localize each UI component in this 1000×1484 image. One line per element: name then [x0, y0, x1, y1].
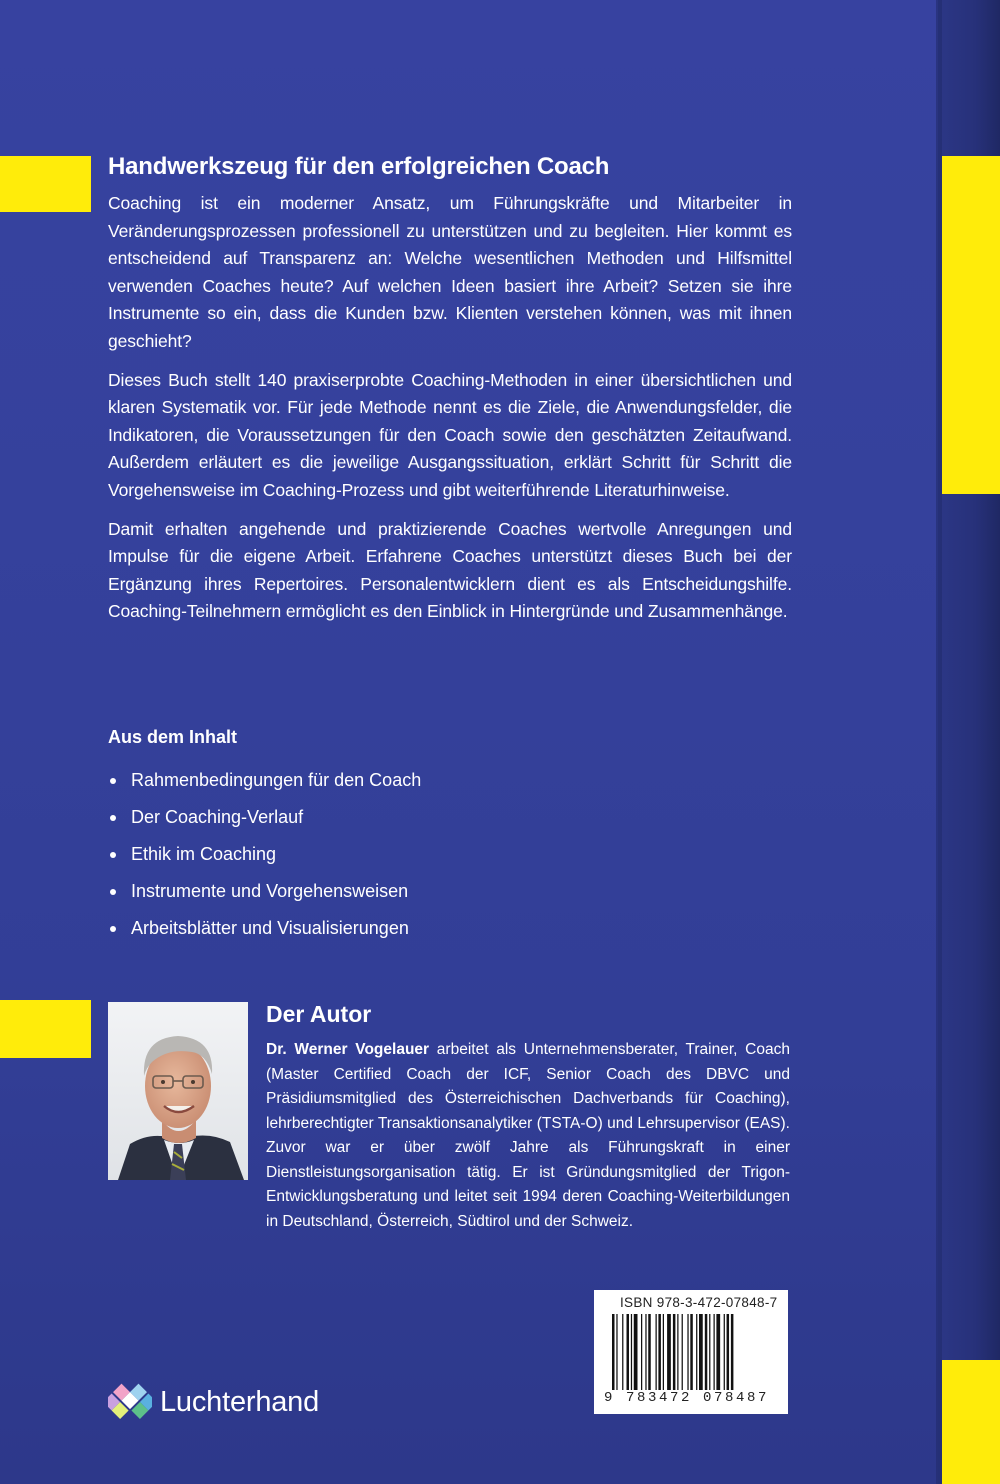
author-heading: Der Autor	[266, 1001, 372, 1027]
yellow-accent-bar	[0, 156, 91, 212]
contents-section	[108, 724, 421, 947]
isbn-digits: 9 783472 078487	[604, 1390, 770, 1406]
list-item: Der Coaching-Verlauf	[108, 799, 421, 836]
isbn-barcode	[594, 1290, 788, 1414]
author-photo	[108, 1002, 248, 1180]
yellow-spine-bar	[942, 1360, 1000, 1484]
yellow-accent-bar	[0, 1000, 91, 1058]
bullet-icon	[110, 926, 116, 932]
contents-heading: Aus dem Inhalt	[108, 727, 238, 747]
author-portrait-icon	[108, 1002, 248, 1180]
bullet-icon	[110, 852, 116, 858]
barcode-icon	[612, 1314, 770, 1392]
author-name: Dr. Werner Vogelauer	[266, 1041, 430, 1058]
list-item: Arbeitsblätter und Visualisierungen	[108, 910, 421, 947]
author-section	[266, 998, 790, 1234]
luchterhand-mosaic-icon	[108, 1380, 152, 1424]
blurb-paragraph: Coaching ist ein moderner Ansatz, um Führungskräfte und Mitarbeiter in Veränderungsprozessen professionell zu unterstützen und zu begleiten. Hier kommt es entscheidend auf Transparenz an: Welche wesentlichen Methoden und Hilfsmittel verwenden Coaches heute? Auf welchen Ideen basiert ihre Arbeit? Setzen sie ihre Instrumente so ein, dass die Kunden bzw. Klienten verstehen können, was mit ihnen geschieht?	[108, 193, 792, 351]
list-item: Rahmenbedingungen für den Coach	[108, 762, 421, 799]
list-item: Ethik im Coaching	[108, 836, 421, 873]
contents-list	[108, 762, 421, 947]
blurb-paragraph: Dieses Buch stellt 140 praxiserprobte Coaching-Methoden in einer übersichtlichen und klaren Systematik vor. Für jede Methode nennt es die Ziele, die Anwendungsfelder, die Indikatoren, die Voraussetzungen für den Coach sowie den geschätzten Zeitaufwand. Außerdem erläutert es die jeweilige Ausgangssituation, erklärt Schritt für Schritt die Vorgehensweise im Coaching-Prozess und gibt weiterführende Literaturhinweise.	[108, 369, 792, 500]
list-item: Instrumente und Vorgehensweisen	[108, 873, 421, 910]
bullet-icon	[110, 778, 116, 784]
blurb-paragraph: Damit erhalten angehende und praktizierende Coaches wertvolle Anregungen und Impulse für die eigene Arbeit. Erfahrene Coaches unterstützt dieses Buch bei der Ergänzung ihres Repertoires. Personalentwicklern dient es als Entscheidungshilfe. Coaching-Teilnehmern ermöglicht es den Einblick in Hintergründe und Zusammenhänge.	[108, 518, 792, 622]
bullet-icon	[110, 815, 116, 821]
author-bio: Dr. Werner Vogelauer arbeitet als Unternehmensberater, Trainer, Coach (Master Certified Coach der ICF, Senior Coach des DBVC und Präsidiumsmitglied des Österreichischen Dachverbands für Coaching), lehrberechtigter Transaktionsanalytiker (TSTA-O) und Lehrsupervisor (EAS). Zuvor war er über zwölf Jahre als Führungskraft in einer Dienstleistungsorganisation tätig. Er ist Gründungsmitglied der Trigon-Entwicklungsberatung und leitet seit 1994 deren Coaching-Weiterbildungen in Deutschland, Österreich, Südtirol und der Schweiz.	[266, 1041, 790, 1230]
bullet-icon	[110, 889, 116, 895]
yellow-spine-bar	[942, 156, 1000, 494]
publisher-logo	[108, 1380, 319, 1424]
publisher-name: Luchterhand	[160, 1385, 320, 1418]
blurb-section	[108, 150, 792, 626]
isbn-label: ISBN 978-3-472-07848-7	[620, 1295, 778, 1310]
headline: Handwerkszeug für den erfolgreichen Coach	[108, 153, 610, 180]
